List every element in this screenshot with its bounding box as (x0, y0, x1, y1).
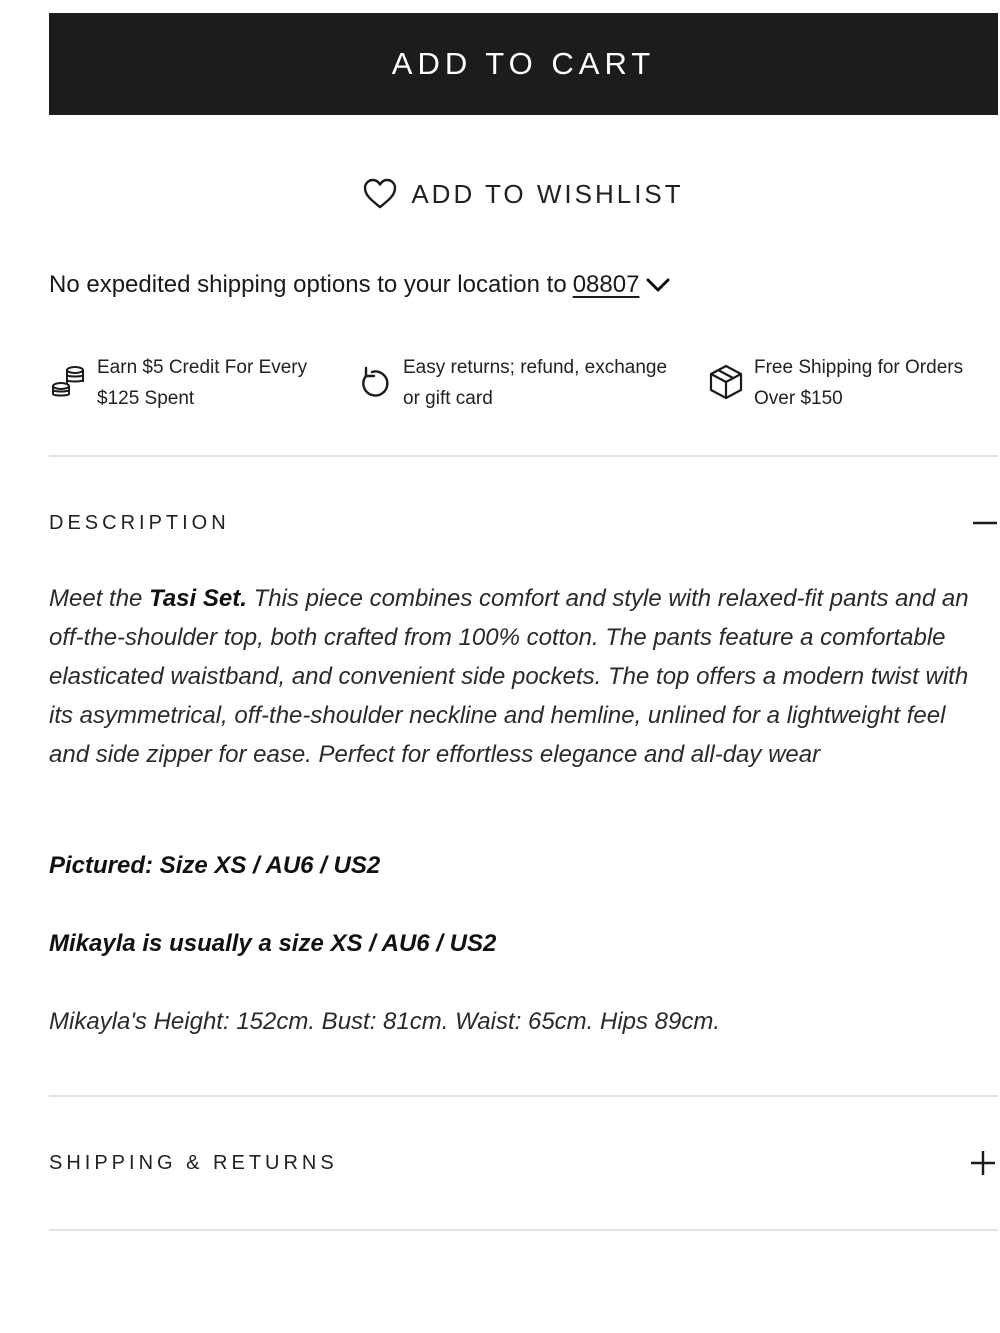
perk-credit (49, 352, 307, 414)
chevron-down-icon[interactable] (645, 276, 671, 294)
add-to-wishlist-button[interactable] (49, 170, 998, 218)
perks-row (49, 352, 998, 422)
perk-returns (355, 352, 667, 414)
zip-code-link[interactable]: 08807 (572, 271, 640, 298)
perk-shipping-line1: Free Shipping for Orders (754, 357, 964, 378)
refresh-icon (355, 352, 395, 412)
box-icon (706, 352, 746, 412)
wishlist-label: ADD TO WISHLIST (411, 178, 684, 209)
minus-icon[interactable] (972, 510, 998, 536)
perk-credit-line1: Earn $5 Credit For Every (97, 357, 308, 378)
add-to-cart-button[interactable]: ADD TO CART (49, 13, 998, 115)
divider (49, 1095, 998, 1097)
perk-credit-line2: $125 Spent (97, 388, 195, 409)
perk-shipping (706, 352, 963, 414)
model-size: Mikayla is usually a size XS / AU6 / US2 (49, 930, 497, 957)
description-intro: Meet the (49, 585, 143, 612)
perk-shipping-line2: Over $150 (754, 388, 843, 409)
shipping-location-notice (49, 266, 671, 304)
coins-icon (49, 352, 89, 412)
description-text: This piece combines comfort and style with relaxed-fit pants and an off-the-shoulder top, both crafted from 100% cotton. The pants feature a comfortable elasticated waistband, and convenient side pockets. The top offers a modern twist with its asymmetrical, off-the-shoulder neckline and hemline, unlined for a lightweight feel and side zipper for ease. Perfect for effortless elegance and all-day wear (49, 585, 969, 768)
shipping-returns-accordion-header[interactable] (49, 1143, 998, 1183)
heart-icon (363, 178, 397, 210)
description-accordion-header[interactable] (49, 503, 998, 543)
divider (49, 455, 998, 457)
perk-returns-line1: Easy returns; refund, exchange (403, 357, 668, 378)
description-body (49, 579, 969, 774)
divider (49, 1229, 998, 1231)
description-title: DESCRIPTION (49, 511, 230, 534)
perk-returns-line2: or gift card (403, 388, 493, 409)
pictured-size: Pictured: Size XS / AU6 / US2 (49, 852, 381, 879)
shipping-location-text: No expedited shipping options to your location to (49, 271, 567, 298)
model-measurements: Mikayla's Height: 152cm. Bust: 81cm. Waist: 65cm. Hips 89cm. (49, 1008, 721, 1035)
shipping-returns-title: SHIPPING & RETURNS (49, 1151, 338, 1174)
plus-icon[interactable] (970, 1150, 996, 1176)
product-name: Tasi Set. (149, 585, 247, 612)
